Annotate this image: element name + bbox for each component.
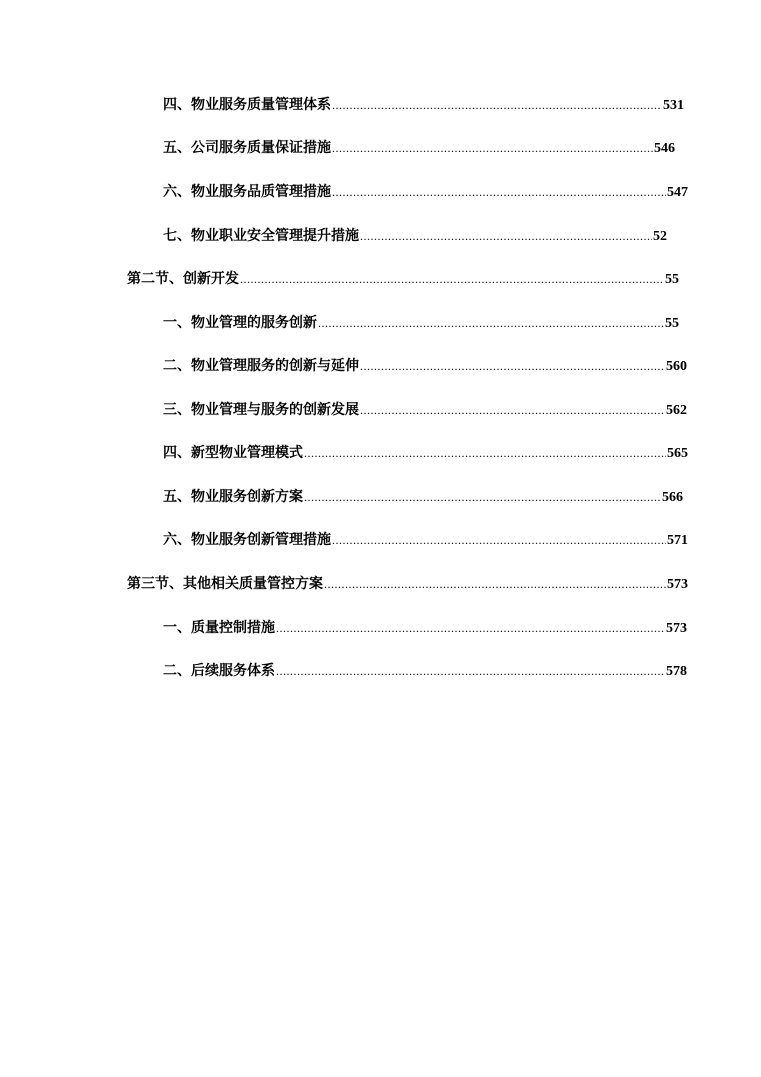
- toc-entry-title: 四、新型物业管理模式: [163, 445, 303, 461]
- toc-entry[interactable]: [163, 314, 679, 333]
- toc-entry-page: 565: [667, 446, 688, 461]
- toc-dot-leader: [360, 357, 665, 375]
- toc-entry-title: 五、物业服务创新方案: [163, 489, 303, 505]
- toc-entry[interactable]: [163, 357, 687, 376]
- toc-entry-title: 三、物业管理与服务的创新发展: [163, 402, 359, 418]
- toc-entry-title: 一、物业管理的服务创新: [163, 315, 317, 331]
- toc-entry-title: 第三节、其他相关质量管控方案: [127, 576, 323, 592]
- toc-dot-leader: [304, 488, 661, 506]
- toc-entry[interactable]: [163, 227, 667, 246]
- toc-entry-title: 一、质量控制措施: [163, 620, 275, 636]
- toc-entry-title: 二、后续服务体系: [163, 663, 275, 679]
- toc-dot-leader: [332, 96, 662, 114]
- toc-entry-title: 六、物业服务品质管理措施: [163, 184, 331, 200]
- toc-dot-leader: [276, 619, 665, 637]
- toc-entry-title: 第二节、创新开发: [127, 271, 239, 287]
- toc-dot-leader: [360, 227, 652, 245]
- toc-dot-leader: [324, 575, 666, 593]
- toc-dot-leader: [360, 401, 665, 419]
- toc-entry[interactable]: [163, 444, 688, 463]
- toc-dot-leader: [332, 531, 666, 549]
- toc-entry[interactable]: [163, 531, 688, 550]
- toc-dot-leader: [318, 314, 664, 332]
- toc-dot-leader: [276, 662, 665, 680]
- toc-entry-page: 573: [666, 621, 687, 636]
- toc-entry[interactable]: [163, 619, 687, 638]
- toc-entry-page: 562: [666, 403, 687, 418]
- toc-dot-leader: [332, 183, 666, 201]
- toc-dot-leader: [332, 139, 653, 157]
- toc-dot-leader: [240, 270, 664, 288]
- toc-entry-page: 546: [654, 141, 675, 156]
- toc-section-entry[interactable]: [127, 575, 688, 594]
- toc-dot-leader: [304, 444, 666, 462]
- toc-entry-title: 四、物业服务质量管理体系: [163, 97, 331, 113]
- toc-entry[interactable]: [163, 488, 683, 507]
- toc-entry-page: 573: [667, 577, 688, 592]
- toc-entry-page: 531: [663, 98, 684, 113]
- toc-entry[interactable]: [163, 139, 675, 158]
- toc-entry-page: 52: [653, 229, 667, 244]
- toc-entry-page: 55: [665, 272, 679, 287]
- toc-entry[interactable]: [163, 96, 684, 115]
- toc-entry-page: 571: [667, 533, 688, 548]
- toc-entry[interactable]: [163, 662, 687, 681]
- toc-entry-title: 六、物业服务创新管理措施: [163, 532, 331, 548]
- toc-entry-title: 七、物业职业安全管理提升措施: [163, 228, 359, 244]
- toc-entry-page: 578: [666, 664, 687, 679]
- toc-entry-page: 547: [667, 185, 688, 200]
- toc-entry-title: 五、公司服务质量保证措施: [163, 140, 331, 156]
- toc-entry-page: 55: [665, 316, 679, 331]
- toc-entry-page: 566: [662, 490, 683, 505]
- toc-entry[interactable]: [163, 183, 688, 202]
- toc-section-entry[interactable]: [127, 270, 679, 289]
- toc-entry[interactable]: [163, 401, 687, 420]
- toc-entry-title: 二、物业管理服务的创新与延伸: [163, 358, 359, 374]
- toc-entry-page: 560: [666, 359, 687, 374]
